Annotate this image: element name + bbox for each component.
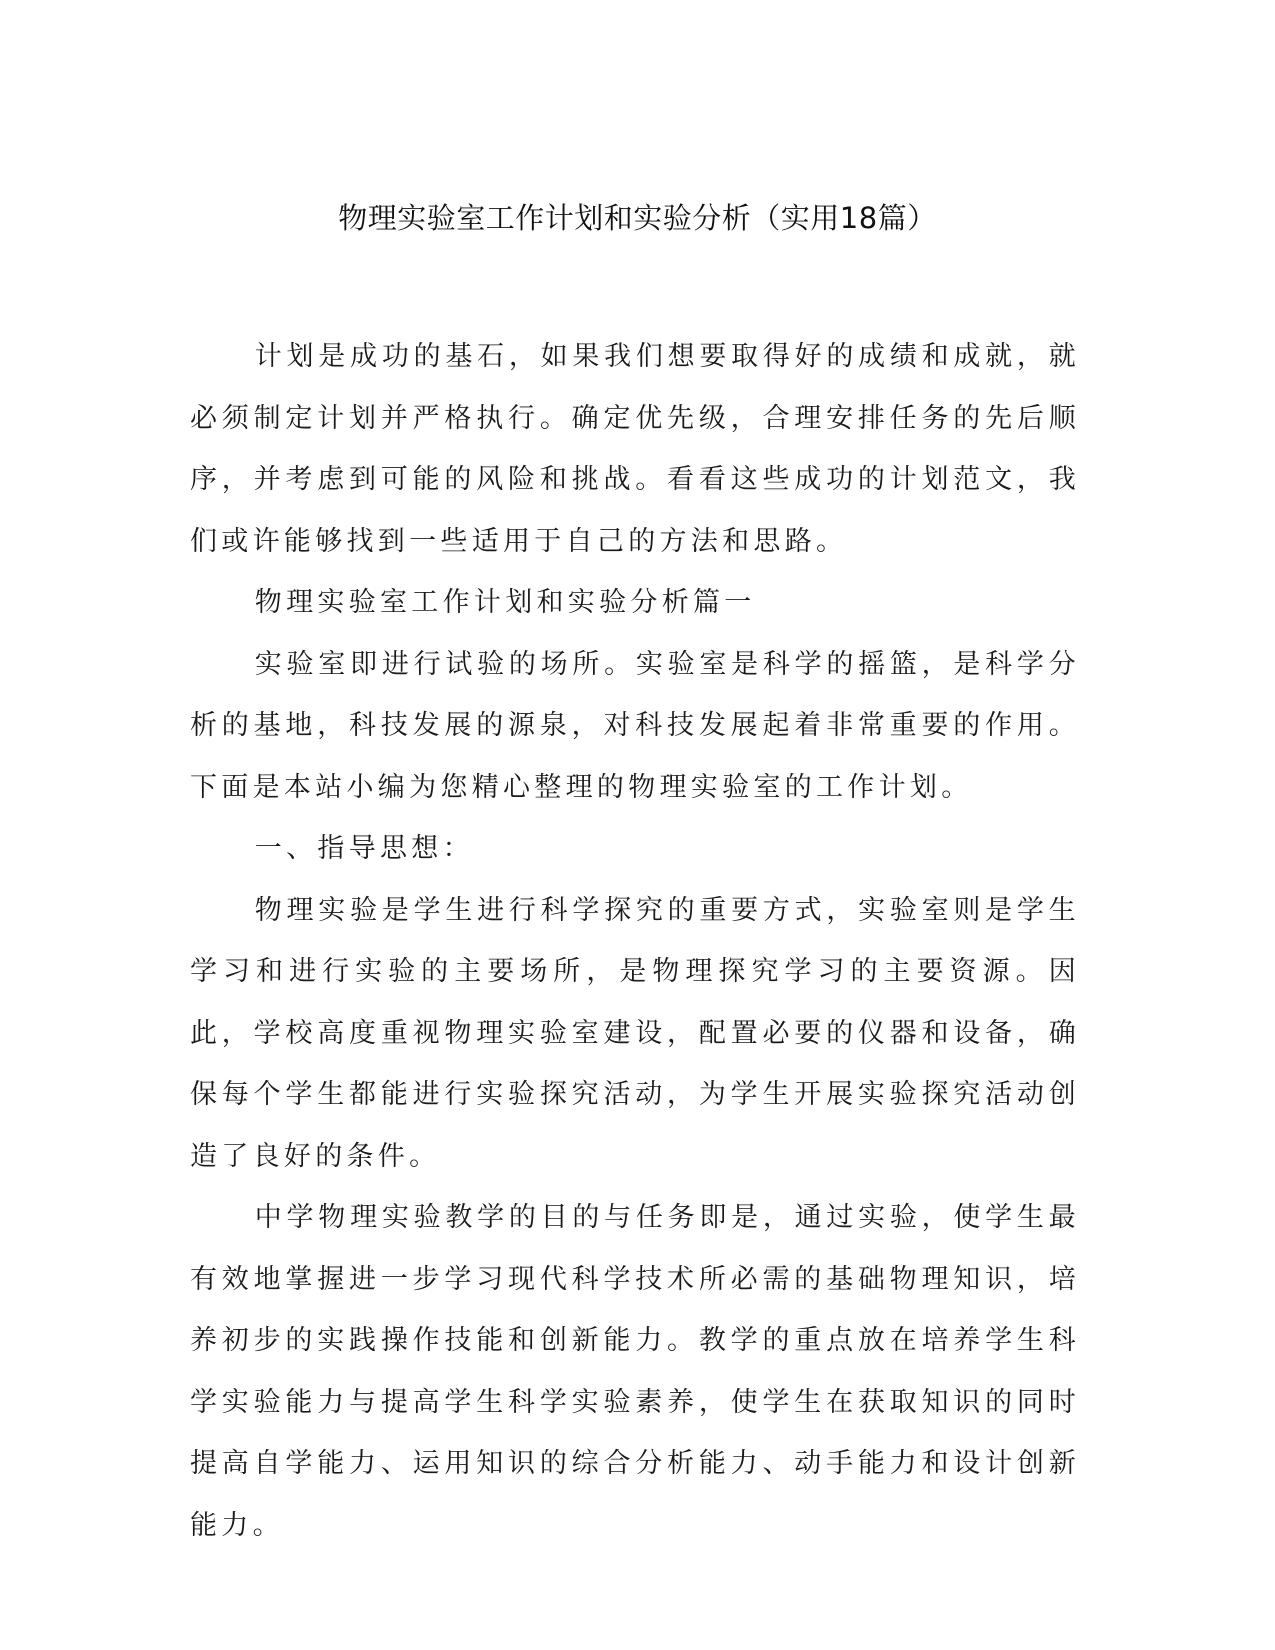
section-heading: 物理实验室工作计划和实验分析篇一 [254, 587, 756, 618]
intro-paragraph: 计划是成功的基石，如果我们想要取得好的成绩和成就，就必须制定计划并严格执行。确定优先级，合理安排任务的先后顺序，并考虑到可能的风险和挑战。看看这些成功的计划范文，我们或许能够找到一些适用于自己的方法和思路。 [190, 341, 1080, 557]
document-title: 物理实验室工作计划和实验分析（实用18篇） [338, 201, 937, 235]
body-paragraph: 中学物理实验教学的目的与任务即是，通过实验，使学生最有效地掌握进一步学习现代科学技术所必需的基础物理知识，培养初步的实践操作技能和创新能力。教学的重点放在培养学生科学实验能力与提高学生科学实验素养，使学生在获取知识的同时提高自学能力、运用知识的综合分析能力、动手能力和设计创新能力。 [190, 1202, 1080, 1541]
body-paragraph: 实验室即进行试验的场所。实验室是科学的摇篮，是科学分析的基地，科技发展的源泉，对科技发展起着非常重要的作用。下面是本站小编为您精心整理的物理实验室的工作计划。 [190, 648, 1080, 803]
document-body [190, 326, 1080, 1556]
body-paragraph: 物理实验是学生进行科学探究的重要方式，实验室则是学生学习和进行实验的主要场所，是物理探究学习的主要资源。因此，学校高度重视物理实验室建设，配置必要的仪器和设备，确保每个学生都能进行实验探究活动，为学生开展实验探究活动创造了良好的条件。 [190, 894, 1080, 1172]
subsection-heading: 一、指导思想： [254, 833, 474, 864]
